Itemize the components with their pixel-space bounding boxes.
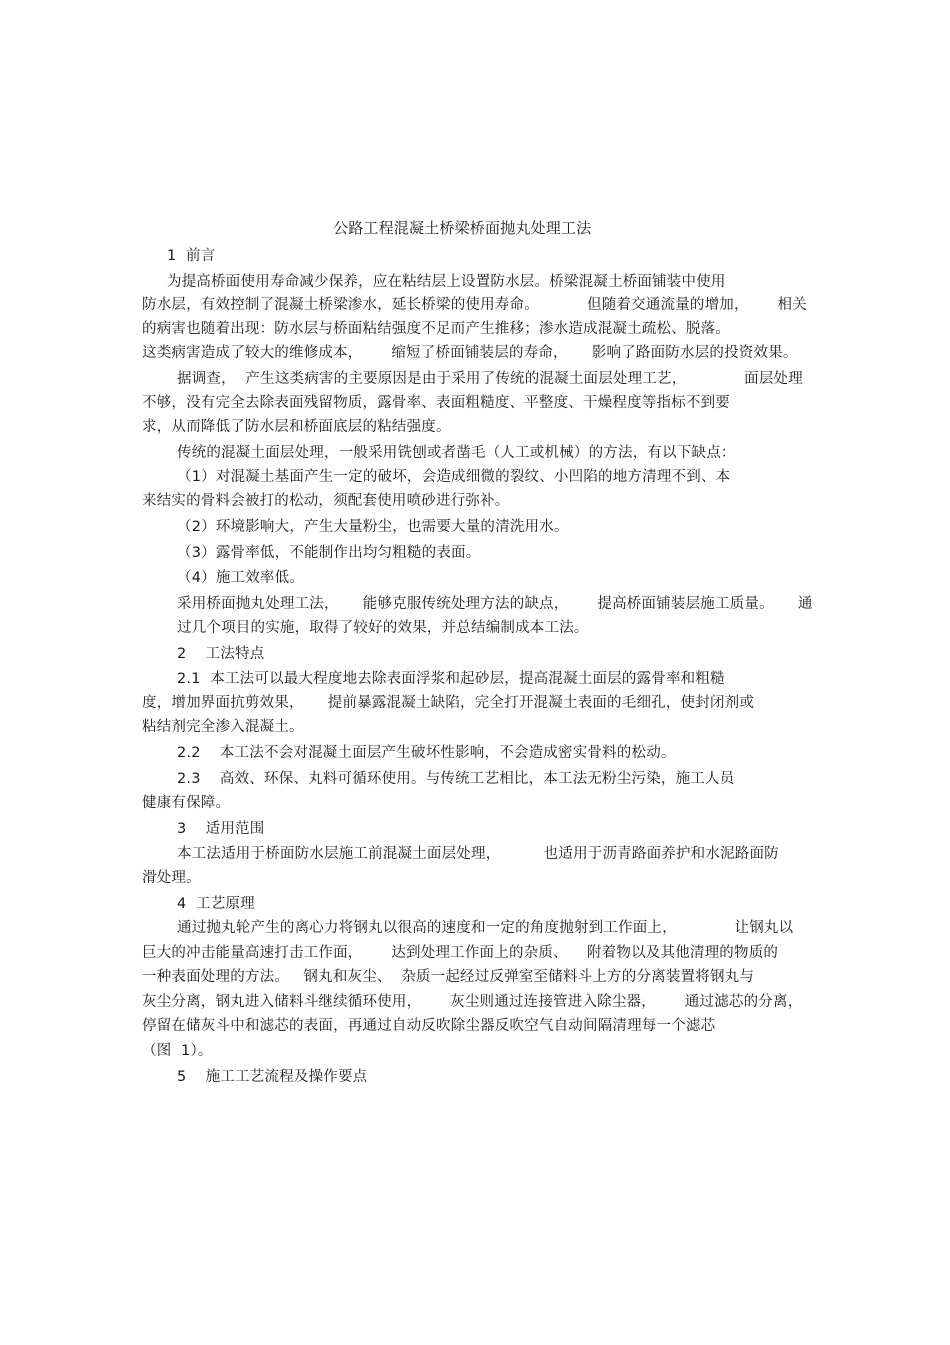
- section-heading-4: 4 工艺原理: [177, 896, 255, 912]
- paragraph-line: 的病害也随着出现：防水层与桥面粘结强度不足而产生推移；渗水造成混凝土疏松、脱落。: [142, 321, 730, 337]
- paragraph-line: 采用桥面抛丸处理工法， 能够克服传统处理方法的缺点， 提高桥面铺装层施工质量。 通: [177, 596, 813, 612]
- paragraph-line: 2.2 本工法不会对混凝土面层产生破坏性影响，不会造成密实骨料的松动。: [177, 745, 676, 761]
- paragraph-line: 据调查， 产生这类病害的主要原因是由于采用了传统的混凝土面层处理工艺， 面层处理: [177, 371, 803, 387]
- document-title: 公路工程混凝土桥梁桥面抛丸处理工法: [333, 219, 592, 237]
- list-item: （4）施工效率低。: [177, 570, 305, 586]
- paragraph-line: 为提高桥面使用寿命减少保养，应在粘结层上设置防水层。桥梁混凝土桥面铺装中使用: [167, 274, 726, 290]
- paragraph-line: 灰尘分离，钢丸进入储料斗继续循环使用， 灰尘则通过连接管进入除尘器， 通过滤芯的分离，: [142, 994, 803, 1010]
- section-heading-3: 3 适用范围: [177, 821, 265, 837]
- section-heading-1: 1 前言: [167, 248, 216, 264]
- section-heading-5: 5 施工工艺流程及操作要点: [177, 1069, 368, 1085]
- paragraph-line: 一种表面处理的方法。 钢丸和灰尘、 杂质一起经过反弹室至储料斗上方的分离装置将钢丸与: [142, 969, 755, 985]
- paragraph-line: 2.3 高效、环保、丸料可循环使用。与传统工艺相比，本工法无粉尘污染，施工人员: [177, 771, 735, 787]
- paragraph-line: 巨大的冲击能量高速打击工作面， 达到处理工作面上的杂质、 附着物以及其他清理的物质的: [142, 945, 779, 961]
- paragraph-line: 求，从而降低了防水层和桥面底层的粘结强度。: [142, 419, 451, 435]
- paragraph-line: 防水层，有效控制了混凝土桥梁渗水，延长桥梁的使用寿命。 但随着交通流量的增加， 相关: [142, 297, 807, 313]
- paragraph-line: 健康有保障。: [142, 795, 231, 811]
- paragraph-line: 过几个项目的实施，取得了较好的效果，并总结编制成本工法。: [177, 620, 589, 636]
- paragraph-line: 这类病害造成了较大的维修成本， 缩短了桥面铺装层的寿命， 影响了路面防水层的投资效果。: [142, 345, 798, 361]
- paragraph-line: 通过抛丸轮产生的离心力将钢丸以很高的速度和一定的角度抛射到工作面上， 让钢丸以: [177, 920, 794, 936]
- paragraph-line: 度，增加界面抗剪效果， 提前暴露混凝土缺陷，完全打开混凝土表面的毛细孔，使封闭剂或: [142, 695, 755, 711]
- list-item: （3）露骨率低，不能制作出均匀粗糙的表面。: [177, 545, 481, 561]
- paragraph-line: 传统的混凝土面层处理，一般采用铣刨或者凿毛（人工或机械）的方法，有以下缺点：: [177, 445, 736, 461]
- list-item: （2）环境影响大，产生大量粉尘，也需要大量的清洗用水。: [177, 519, 569, 535]
- paragraph-line: （图 1）。: [142, 1043, 213, 1059]
- paragraph-line: 本工法适用于桥面防水层施工前混凝土面层处理， 也适用于沥青路面养护和水泥路面防: [177, 846, 779, 862]
- paragraph-line: 不够，没有完全去除表面残留物质，露骨率、表面粗糙度、平整度、干燥程度等指标不到要: [142, 395, 730, 411]
- section-heading-2: 2 工法特点: [177, 646, 265, 662]
- list-item: （1）对混凝土基面产生一定的破坏，会造成细微的裂纹、小凹陷的地方清理不到、本: [177, 469, 731, 485]
- paragraph-line: 滑处理。: [142, 870, 201, 886]
- paragraph-line: 粘结剂完全渗入混凝土。: [142, 719, 304, 735]
- paragraph-line: 2.1 本工法可以最大程度地去除表面浮浆和起砂层，提高混凝土面层的露骨率和粗糙: [177, 671, 725, 687]
- paragraph-line: 来结实的骨料会被打的松动，须配套使用喷砂进行弥补。: [142, 493, 510, 509]
- paragraph-line: 停留在储灰斗中和滤芯的表面，再通过自动反吹除尘器反吹空气自动间隔清理每一个滤芯: [142, 1018, 716, 1034]
